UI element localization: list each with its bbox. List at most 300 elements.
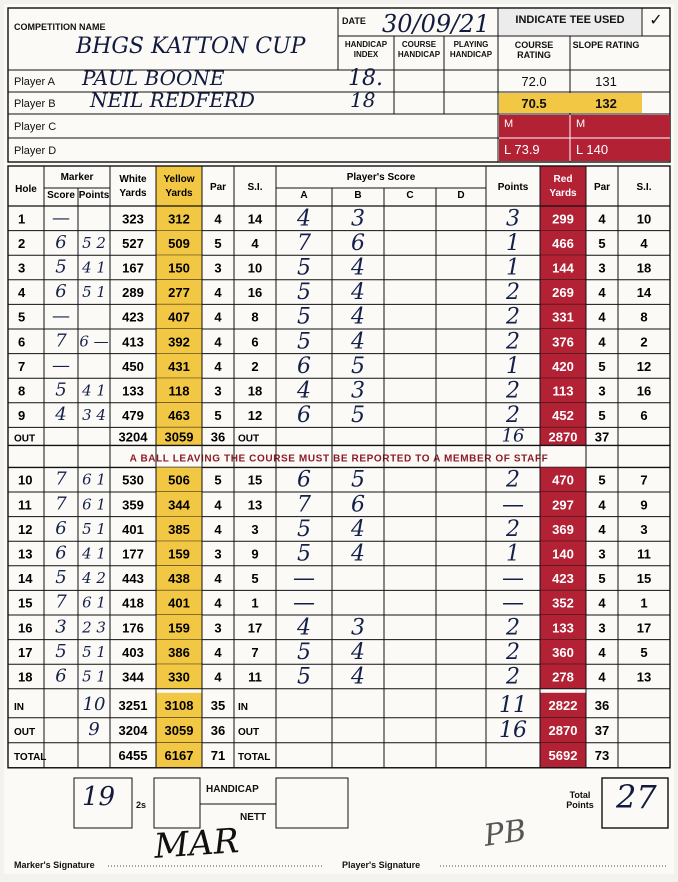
marker-points[interactable]: 4 2 <box>82 569 106 588</box>
points-value[interactable]: 3 <box>506 206 520 232</box>
red-yards: 376 <box>552 334 574 350</box>
out-red-yards: 2870 <box>548 429 578 445</box>
player-d-score[interactable] <box>438 543 484 564</box>
player-a-score[interactable]: 7 <box>297 492 311 518</box>
player-a-score[interactable]: 5 <box>297 304 311 330</box>
par-red-value: 5 <box>598 408 606 424</box>
marker-score[interactable]: 5 <box>55 256 67 278</box>
hole-number: 17 <box>18 644 33 660</box>
par-value: 4 <box>214 285 222 301</box>
player-b-handicap[interactable]: 18 <box>350 88 376 112</box>
marker-points[interactable]: 3 4 <box>82 406 106 425</box>
par-red-value: 5 <box>598 358 606 374</box>
si-red-value: 9 <box>640 497 648 513</box>
marker-header: Marker <box>60 172 94 183</box>
out-points[interactable]: 16 <box>501 425 525 447</box>
player-c-score[interactable] <box>386 356 434 377</box>
hole-number: 10 <box>18 472 33 488</box>
out-label: OUT <box>14 433 36 445</box>
si-value: 15 <box>247 472 263 488</box>
player-b-score[interactable]: 4 <box>351 639 365 665</box>
hole-number: 14 <box>18 571 33 587</box>
player-d-score[interactable] <box>438 282 484 303</box>
white-yards: 413 <box>122 334 144 350</box>
player-d-score[interactable] <box>438 592 484 613</box>
yellow-yards: 438 <box>168 571 190 587</box>
marker-points[interactable]: 2 3 <box>82 618 106 637</box>
out-label-2: OUT <box>238 433 260 445</box>
par-red-value: 4 <box>598 669 606 685</box>
marker-score[interactable]: 5 <box>55 567 67 589</box>
si-value: 18 <box>247 383 263 399</box>
par-value: 4 <box>214 644 222 660</box>
marker-score[interactable]: 6 <box>55 542 67 564</box>
player-a-score[interactable]: 4 <box>297 378 311 404</box>
marker-score[interactable]: 3 <box>55 616 67 638</box>
player-c-score[interactable] <box>386 208 434 229</box>
player-b-score[interactable]: 6 <box>351 492 365 518</box>
marker-score[interactable]: — <box>52 354 70 376</box>
par-red-value: 4 <box>598 595 606 611</box>
red-yards: 299 <box>552 211 574 227</box>
player-b-score[interactable]: 3 <box>351 615 365 641</box>
points-value[interactable]: 2 <box>506 329 520 355</box>
hole-number: 12 <box>18 521 33 537</box>
player-b-score[interactable]: 4 <box>351 664 365 690</box>
player-b-score[interactable]: 4 <box>351 516 365 542</box>
white-yards: 403 <box>122 644 144 660</box>
points-value[interactable]: 1 <box>506 230 520 256</box>
handicap-index-label: HANDICAP INDEX <box>344 40 388 59</box>
player-a-score[interactable]: 5 <box>297 255 311 281</box>
hole-number: 16 <box>18 620 33 636</box>
player-a-score[interactable]: 5 <box>297 280 311 306</box>
par-red-header: Par <box>593 182 611 193</box>
red-yards: 420 <box>552 358 574 374</box>
par-red-value: 4 <box>598 285 606 301</box>
player-a-score[interactable]: — <box>293 566 315 592</box>
yellow-yards: 407 <box>168 309 190 325</box>
white-yards: 167 <box>122 260 144 276</box>
white-yards: 450 <box>122 358 144 374</box>
player-signature-label: Player's Signature <box>342 860 421 870</box>
points-value[interactable]: 2 <box>506 467 520 493</box>
player-b-score[interactable]: 5 <box>351 403 365 429</box>
player-c-score[interactable] <box>386 331 434 352</box>
si-red-value: 8 <box>640 309 648 325</box>
points-value[interactable]: 2 <box>506 304 520 330</box>
si-value: 3 <box>251 521 259 537</box>
par-red-value: 4 <box>598 521 606 537</box>
player-a-name[interactable]: PAUL BOONE <box>82 66 225 90</box>
si-red-value: 3 <box>640 521 648 537</box>
totals-red-yards: 5692 <box>548 747 578 763</box>
points-value[interactable]: 2 <box>506 615 520 641</box>
totals-label: TOTAL <box>14 751 47 763</box>
player-a-slope-rating: 131 <box>595 74 617 89</box>
player-a-score[interactable]: 7 <box>297 230 311 256</box>
totals-par-red: 36 <box>594 697 610 713</box>
player-a-handicap[interactable]: 18. <box>348 66 383 91</box>
points-value[interactable]: 2 <box>506 639 520 665</box>
par-red-value: 4 <box>598 497 606 513</box>
twos-label: 2s <box>136 800 147 810</box>
hole-number: 9 <box>18 408 26 424</box>
par-value: 5 <box>214 235 222 251</box>
si-value: 4 <box>251 235 259 251</box>
par-red-value: 5 <box>598 571 606 587</box>
yellow-yards-header: Yellow <box>163 174 195 185</box>
player-d-score[interactable] <box>438 331 484 352</box>
red-yards-header: Red <box>553 174 573 185</box>
player-signature[interactable]: PB <box>481 813 529 854</box>
totals-par: 71 <box>210 747 226 763</box>
red-yards: 113 <box>552 383 574 399</box>
scorecard <box>4 4 674 874</box>
yellow-yards: 312 <box>168 211 190 227</box>
marker-total-points[interactable]: 10 <box>82 693 106 715</box>
player-d-score[interactable] <box>438 306 484 327</box>
si-value: 5 <box>251 571 259 587</box>
player-c-score[interactable] <box>386 405 434 426</box>
si-value: 6 <box>251 334 259 350</box>
totals-par-red: 73 <box>594 747 610 763</box>
red-yards: 133 <box>552 620 574 636</box>
player-a-score[interactable]: 5 <box>297 329 311 355</box>
totals-label-2: OUT <box>238 726 260 738</box>
yellow-yards: 159 <box>168 620 190 636</box>
player-a-score[interactable]: 4 <box>297 615 311 641</box>
par-value: 4 <box>214 571 222 587</box>
hole-header: Hole <box>15 184 37 195</box>
marker-points[interactable]: 4 1 <box>82 258 106 277</box>
player-b-score[interactable]: 3 <box>351 206 365 232</box>
totals-red-yards: 2822 <box>548 697 578 713</box>
si-red-value: 14 <box>636 285 652 301</box>
si-red-header: S.I. <box>636 182 652 193</box>
player-d-score[interactable] <box>438 356 484 377</box>
player-d-score[interactable] <box>438 233 484 254</box>
player-a-course-rating: 72.0 <box>521 74 547 89</box>
marker-score[interactable]: 5 <box>55 640 67 662</box>
points-value[interactable]: 2 <box>506 664 520 690</box>
warning-banner: A BALL LEAVING THE COURSE MUST BE REPORTED TO A MEMBER OF STAFF <box>129 453 549 465</box>
player-b-slope-rating: 132 <box>595 96 617 111</box>
player-c-label: Player C <box>14 121 57 133</box>
si-red-value: 16 <box>636 383 652 399</box>
white-yards: 323 <box>122 211 144 227</box>
yellow-yards: 277 <box>168 285 190 301</box>
marker-score-header: Score <box>47 190 75 201</box>
marker-score[interactable]: 7 <box>55 591 67 613</box>
player-c-score[interactable] <box>386 666 434 687</box>
par-value: 5 <box>214 408 222 424</box>
par-value: 4 <box>214 521 222 537</box>
handicap-label: HANDICAP <box>206 784 259 795</box>
player-c-score[interactable] <box>386 257 434 278</box>
player-b-course-rating: 70.5 <box>521 96 547 111</box>
si-red-value: 5 <box>640 644 648 660</box>
out-par: 36 <box>210 429 226 445</box>
player-a-score[interactable]: 6 <box>297 467 311 493</box>
competition-name[interactable]: BHGS KATTON CUP <box>76 34 306 59</box>
points-value[interactable]: 1 <box>506 255 520 281</box>
marker-score[interactable]: 7 <box>55 330 67 352</box>
points-header: Points <box>497 182 529 193</box>
red-yards: 278 <box>552 669 574 685</box>
marker-points[interactable]: 6 1 <box>82 470 106 489</box>
totals-par: 36 <box>210 722 226 738</box>
par-value: 4 <box>214 309 222 325</box>
player-a-score[interactable]: — <box>293 590 315 616</box>
par-red-value: 3 <box>598 383 606 399</box>
points-value[interactable]: 1 <box>506 353 520 379</box>
yellow-yards: 463 <box>168 408 190 424</box>
player-b-score[interactable]: 3 <box>351 378 365 404</box>
player-c-score[interactable] <box>386 592 434 613</box>
course-handicap-label: COURSE HANDICAP <box>397 40 441 59</box>
marker-score[interactable]: 4 <box>55 404 67 426</box>
player-d-score[interactable] <box>438 380 484 401</box>
white-yards: 527 <box>122 235 144 251</box>
marker-points[interactable]: 5 1 <box>82 519 106 538</box>
player-a-score[interactable]: 5 <box>297 516 311 542</box>
player-a-score[interactable]: 6 <box>297 403 311 429</box>
par-header: Par <box>209 182 227 193</box>
si-red-value: 2 <box>640 334 648 350</box>
points-value[interactable]: 2 <box>506 516 520 542</box>
player-a-score[interactable]: 4 <box>297 206 311 232</box>
points-value[interactable]: — <box>502 590 524 616</box>
points-value[interactable]: 2 <box>506 403 520 429</box>
points-value[interactable]: — <box>502 566 524 592</box>
white-yards: 289 <box>122 285 144 301</box>
player-b-score[interactable]: 6 <box>351 230 365 256</box>
marker-score[interactable]: 7 <box>55 493 67 515</box>
total-points-value[interactable]: 27 <box>616 778 657 816</box>
player-d-score[interactable] <box>438 617 484 638</box>
par-value: 5 <box>214 472 222 488</box>
marker-points[interactable]: 5 2 <box>82 233 106 252</box>
marker-score[interactable]: — <box>52 207 70 229</box>
player-b-name[interactable]: NEIL REDFERD <box>90 88 255 112</box>
par-red-value: 4 <box>598 644 606 660</box>
par-red-value: 3 <box>598 546 606 562</box>
player-c-score[interactable] <box>386 380 434 401</box>
par-value: 3 <box>214 383 222 399</box>
player-d-score[interactable] <box>438 257 484 278</box>
par-value: 4 <box>214 497 222 513</box>
white-yards: 443 <box>122 571 144 587</box>
totals-par: 35 <box>210 697 226 713</box>
player-c-score[interactable] <box>386 543 434 564</box>
white-yards: 418 <box>122 595 144 611</box>
marker-total-points[interactable]: 9 <box>88 718 100 740</box>
player-c-score[interactable] <box>386 233 434 254</box>
player-b-score[interactable]: 5 <box>351 467 365 493</box>
player-d-score[interactable] <box>438 208 484 229</box>
nett-label: NETT <box>240 812 267 823</box>
marker-score[interactable]: 6 <box>55 231 67 253</box>
hole-number: 7 <box>18 358 26 374</box>
points-value[interactable]: — <box>502 492 524 518</box>
marker-score[interactable]: 5 <box>55 379 67 401</box>
player-d-score[interactable] <box>438 469 484 490</box>
player-c-col-header: C <box>406 190 414 201</box>
player-c-score[interactable] <box>386 568 434 589</box>
white-yards: 344 <box>122 669 144 685</box>
totals-white-yards: 3204 <box>118 722 148 738</box>
player-b-label: Player B <box>14 98 56 110</box>
marker-total-points[interactable]: 19 <box>82 782 116 812</box>
totals-white-yards: 6455 <box>118 747 148 763</box>
par-red-value: 3 <box>598 620 606 636</box>
si-red-value: 7 <box>640 472 648 488</box>
si-red-value: 13 <box>636 669 652 685</box>
points-value[interactable]: 2 <box>506 378 520 404</box>
hole-number: 4 <box>18 285 26 301</box>
player-d-course-rating: L 73.9 <box>504 142 540 157</box>
hole-number: 3 <box>18 260 26 276</box>
si-value: 17 <box>247 620 263 636</box>
si-red-value: 18 <box>636 260 652 276</box>
player-c-score[interactable] <box>386 282 434 303</box>
points-value[interactable]: 2 <box>506 280 520 306</box>
player-d-score[interactable] <box>438 568 484 589</box>
white-yards: 176 <box>122 620 144 636</box>
par-red-value: 3 <box>598 260 606 276</box>
player-c-score[interactable] <box>386 306 434 327</box>
points-value[interactable]: 1 <box>506 541 520 567</box>
player-c-score[interactable] <box>386 642 434 663</box>
out-yellow-yards: 3059 <box>164 429 194 445</box>
totals-red-yards: 2870 <box>548 722 578 738</box>
player-c-score[interactable] <box>386 469 434 490</box>
totals-points[interactable]: 16 <box>499 717 527 743</box>
player-a-score[interactable]: 5 <box>297 664 311 690</box>
player-c-score[interactable] <box>386 519 434 540</box>
totals-yellow-yards: 3059 <box>164 722 194 738</box>
white-yards-header: Yards <box>119 188 147 199</box>
hole-number: 5 <box>18 309 26 325</box>
marker-score[interactable]: 6 <box>55 665 67 687</box>
si-value: 7 <box>251 644 259 660</box>
marker-points[interactable]: 6 1 <box>82 495 106 514</box>
si-value: 12 <box>247 408 263 424</box>
marker-points[interactable]: 6 — <box>79 332 109 351</box>
yellow-yards: 431 <box>168 358 190 374</box>
player-a-col-header: A <box>300 190 308 201</box>
marker-points[interactable]: 5 1 <box>82 642 106 661</box>
marker-points[interactable]: 6 1 <box>82 593 106 612</box>
player-d-col-header: D <box>457 190 465 201</box>
marker-score[interactable]: 7 <box>55 468 67 490</box>
totals-points[interactable]: 11 <box>499 692 527 718</box>
player-d-score[interactable] <box>438 642 484 663</box>
yellow-yards: 392 <box>168 334 190 350</box>
red-yards: 331 <box>552 309 574 325</box>
player-c-score[interactable] <box>386 617 434 638</box>
marker-score[interactable]: 6 <box>55 517 67 539</box>
player-d-score[interactable] <box>438 666 484 687</box>
red-yards: 144 <box>552 260 574 276</box>
si-value: 8 <box>251 309 259 325</box>
si-red-value: 4 <box>640 235 648 251</box>
red-yards: 369 <box>552 521 574 537</box>
player-c-score[interactable] <box>386 494 434 515</box>
totals-label-2: IN <box>238 701 248 713</box>
par-red-value: 5 <box>598 472 606 488</box>
player-b-score[interactable]: 4 <box>351 541 365 567</box>
marker-points[interactable]: 4 1 <box>82 544 106 563</box>
player-b-score[interactable]: 5 <box>351 353 365 379</box>
red-yards: 470 <box>552 472 574 488</box>
marker-score[interactable]: — <box>52 305 70 327</box>
par-red-value: 5 <box>598 235 606 251</box>
marker-points[interactable]: 5 1 <box>82 283 106 302</box>
white-yards: 423 <box>122 309 144 325</box>
marker-points-header: Points <box>78 190 110 201</box>
tee-tick-icon[interactable]: ✓ <box>649 12 663 29</box>
player-d-score[interactable] <box>438 519 484 540</box>
white-yards: 401 <box>122 521 144 537</box>
white-yards: 530 <box>122 472 144 488</box>
si-value: 16 <box>247 285 263 301</box>
player-b-col-header: B <box>354 190 362 201</box>
yellow-header-fill <box>156 166 202 206</box>
si-header: S.I. <box>247 182 263 193</box>
player-d-label: Player D <box>14 145 57 157</box>
yellow-yards: 330 <box>168 669 190 685</box>
red-yards: 297 <box>552 497 574 513</box>
player-a-label: Player A <box>14 76 55 88</box>
par-value: 3 <box>214 546 222 562</box>
hole-number: 13 <box>18 546 33 562</box>
si-value: 10 <box>247 260 263 276</box>
player-b-score[interactable]: 4 <box>351 329 365 355</box>
marker-points[interactable]: 4 1 <box>82 381 106 400</box>
yellow-yards: 344 <box>168 497 190 513</box>
player-d-score[interactable] <box>438 494 484 515</box>
totals-yellow-yards: 6167 <box>164 747 194 763</box>
red-yards-header: Yards <box>549 188 577 199</box>
date-value[interactable]: 30/09/21 <box>382 10 490 38</box>
player-a-score[interactable]: 5 <box>297 541 311 567</box>
white-yards: 359 <box>122 497 144 513</box>
par-value: 4 <box>214 211 222 227</box>
si-red-value: 12 <box>636 358 652 374</box>
player-b-score[interactable]: 4 <box>351 280 365 306</box>
yellow-yards-header: Yards <box>165 188 193 199</box>
player-a-score[interactable]: 6 <box>297 353 311 379</box>
player-a-score[interactable]: 5 <box>297 639 311 665</box>
red-yards: 352 <box>552 595 574 611</box>
marker-score[interactable]: 6 <box>55 281 67 303</box>
marker-points[interactable]: 5 1 <box>82 667 106 686</box>
red-yards: 452 <box>552 408 574 424</box>
indicate-tee-label: INDICATE TEE USED <box>515 14 625 26</box>
par-value: 4 <box>214 358 222 374</box>
marker-signature[interactable]: MAR <box>152 821 241 867</box>
player-b-score[interactable]: 4 <box>351 255 365 281</box>
player-d-score[interactable] <box>438 405 484 426</box>
hole-number: 15 <box>18 595 33 611</box>
yellow-yards: 385 <box>168 521 190 537</box>
player-c-slope-rating: M <box>576 118 586 130</box>
player-b-score[interactable]: 4 <box>351 304 365 330</box>
yellow-yards: 159 <box>168 546 190 562</box>
si-red-value: 6 <box>640 408 648 424</box>
